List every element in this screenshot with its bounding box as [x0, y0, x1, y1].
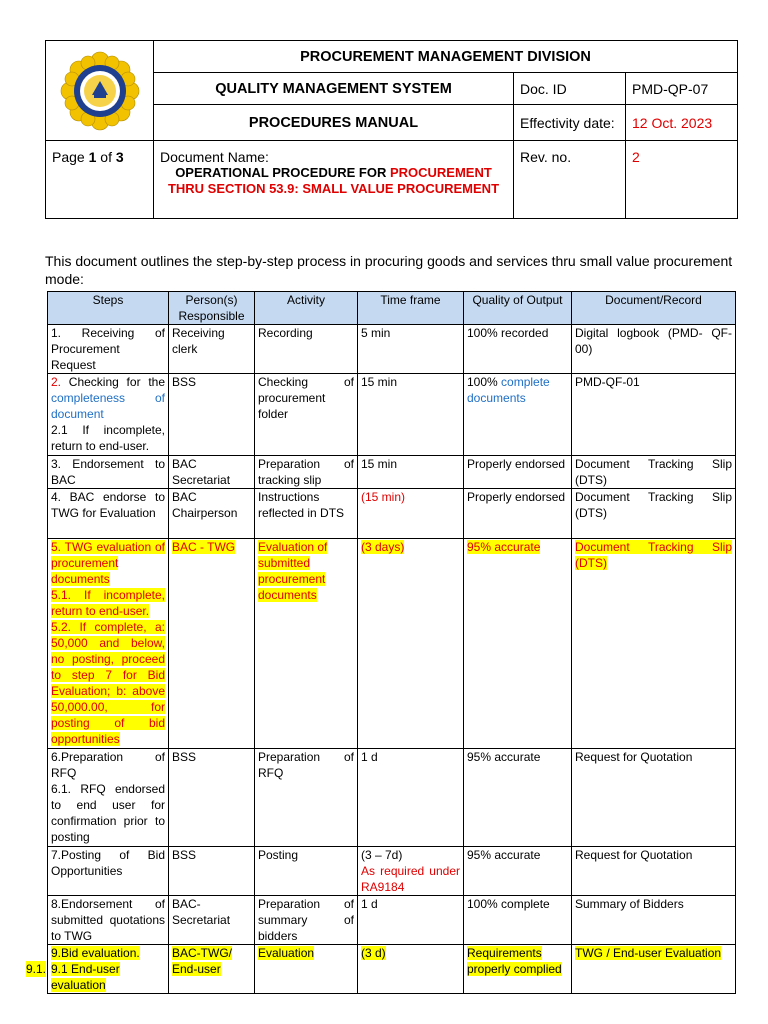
procedure-table: [26, 291, 735, 994]
step-cell: 5. TWG evaluation of procurement documents 5.1. If incomplete, return to end-user. 5.2. If complete, a: 50,000 and below, no posting, proceed to step 7 for Bid Evaluation; b: above 50,000.00, for posting of bid opportunities: [48, 539, 169, 749]
document-cell: Summary of Bidders: [572, 896, 736, 945]
intro-paragraph: This document outlines the step-by-step process in procuring goods and services thru small value procurement mode:: [45, 253, 733, 287]
doc-id-label: Doc. ID: [514, 73, 626, 105]
activity-cell: Instructions reflected in DTS: [255, 489, 358, 539]
quality-cell: Requirements properly complied: [464, 945, 572, 994]
step-cell: 6.Preparation of RFQ 6.1. RFQ endorsed to end user for confirmation prior to posting: [48, 749, 169, 847]
person-cell: BSS: [169, 374, 255, 456]
quality-cell: 95% accurate: [464, 539, 572, 749]
document-cell: Request for Quotation: [572, 847, 736, 896]
step-cell: 8.Endorsement of submitted quotations to TWG: [48, 896, 169, 945]
quality-cell: Properly endorsed: [464, 489, 572, 539]
document-name-cell: [154, 141, 514, 219]
document-cell: Document Tracking Slip (DTS): [572, 456, 736, 489]
activity-cell: Recording: [255, 325, 358, 374]
table-row: [48, 456, 736, 489]
step-cell: 2. Checking for the completeness of document 2.1 If incomplete, return to end-user.: [48, 374, 169, 456]
header-quality: Quality of Output: [464, 292, 572, 325]
document-header: [45, 40, 737, 218]
header-time: Time frame: [358, 292, 464, 325]
activity-cell: Evaluation: [255, 945, 358, 994]
time-cell: (3 – 7d) As required under RA9184: [358, 847, 464, 896]
person-cell: BAC-TWG/ End-user: [169, 945, 255, 994]
activity-cell: Preparation of summary of bidders: [255, 896, 358, 945]
quality-cell: 95% accurate: [464, 749, 572, 847]
person-cell: Receiving clerk: [169, 325, 255, 374]
document-name-label: Document Name:: [160, 149, 269, 165]
document-cell: PMD-QF-01: [572, 374, 736, 456]
table-row: [48, 749, 736, 847]
quality-cell: 100% complete: [464, 896, 572, 945]
time-cell: (15 min): [358, 489, 464, 539]
table-row: [48, 374, 736, 456]
activity-cell: Checking of procurement folder: [255, 374, 358, 456]
table-row: [48, 325, 736, 374]
activity-cell: Preparation of RFQ: [255, 749, 358, 847]
activity-cell: Posting: [255, 847, 358, 896]
time-cell: (3 days): [358, 539, 464, 749]
document-cell: Document Tracking Slip (DTS): [572, 539, 736, 749]
logo-cell: [46, 41, 154, 141]
time-cell: 15 min: [358, 374, 464, 456]
rev-value: 2: [626, 141, 738, 219]
document-cell: Request for Quotation: [572, 749, 736, 847]
table-header-row: [48, 292, 736, 325]
header-activity: Activity: [255, 292, 358, 325]
rev-label: Rev. no.: [514, 141, 626, 219]
step-cell: 3. Endorsement to BAC: [48, 456, 169, 489]
header-document: Document/Record: [572, 292, 736, 325]
activity-cell: Preparation of tracking slip: [255, 456, 358, 489]
header-steps: Steps: [48, 292, 169, 325]
person-cell: BAC Chairperson: [169, 489, 255, 539]
manual-title: PROCEDURES MANUAL: [154, 105, 514, 141]
time-cell: 5 min: [358, 325, 464, 374]
division-title: PROCUREMENT MANAGEMENT DIVISION: [154, 41, 738, 73]
table-row: [48, 896, 736, 945]
time-cell: 1 d: [358, 896, 464, 945]
time-cell: 15 min: [358, 456, 464, 489]
time-cell: 1 d: [358, 749, 464, 847]
margin-step-label: 9.1.: [26, 962, 47, 976]
step-cell: 7.Posting of Bid Opportunities: [48, 847, 169, 896]
person-cell: BAC Secretariat: [169, 456, 255, 489]
quality-cell: 100% complete documents: [464, 374, 572, 456]
quality-cell: 100% recorded: [464, 325, 572, 374]
table-row: [48, 489, 736, 539]
table-row: [48, 539, 736, 749]
table-row: [48, 847, 736, 896]
person-cell: BAC-Secretariat: [169, 896, 255, 945]
document-cell: Digital logbook (PMD- QF-00): [572, 325, 736, 374]
system-title: QUALITY MANAGEMENT SYSTEM: [154, 73, 514, 105]
document-name-title: OPERATIONAL PROCEDURE FOR PROCUREMENT THRU SECTION 53.9: SMALL VALUE PROCUREMENT: [167, 165, 500, 196]
university-seal-icon: [58, 49, 142, 133]
page-indicator: Page 1 of 3: [46, 141, 154, 219]
header-person: Person(s) Responsible: [169, 292, 255, 325]
document-cell: Document Tracking Slip (DTS): [572, 489, 736, 539]
table-row: [48, 945, 736, 994]
person-cell: BAC - TWG: [169, 539, 255, 749]
person-cell: BSS: [169, 847, 255, 896]
step-cell: 9.1. 9.Bid evaluation. 9.1 End-user evaluation: [48, 945, 169, 994]
quality-cell: Properly endorsed: [464, 456, 572, 489]
effectivity-value: 12 Oct. 2023: [626, 105, 738, 141]
quality-cell: 95% accurate: [464, 847, 572, 896]
step-cell: 1. Receiving of Procurement Request: [48, 325, 169, 374]
person-cell: BSS: [169, 749, 255, 847]
step-cell: 4. BAC endorse to TWG for Evaluation: [48, 489, 169, 539]
activity-cell: Evaluation of submitted procurement documents: [255, 539, 358, 749]
effectivity-label: Effectivity date:: [514, 105, 626, 141]
time-cell: (3 d): [358, 945, 464, 994]
document-cell: TWG / End-user Evaluation: [572, 945, 736, 994]
doc-id-value: PMD-QP-07: [626, 73, 738, 105]
